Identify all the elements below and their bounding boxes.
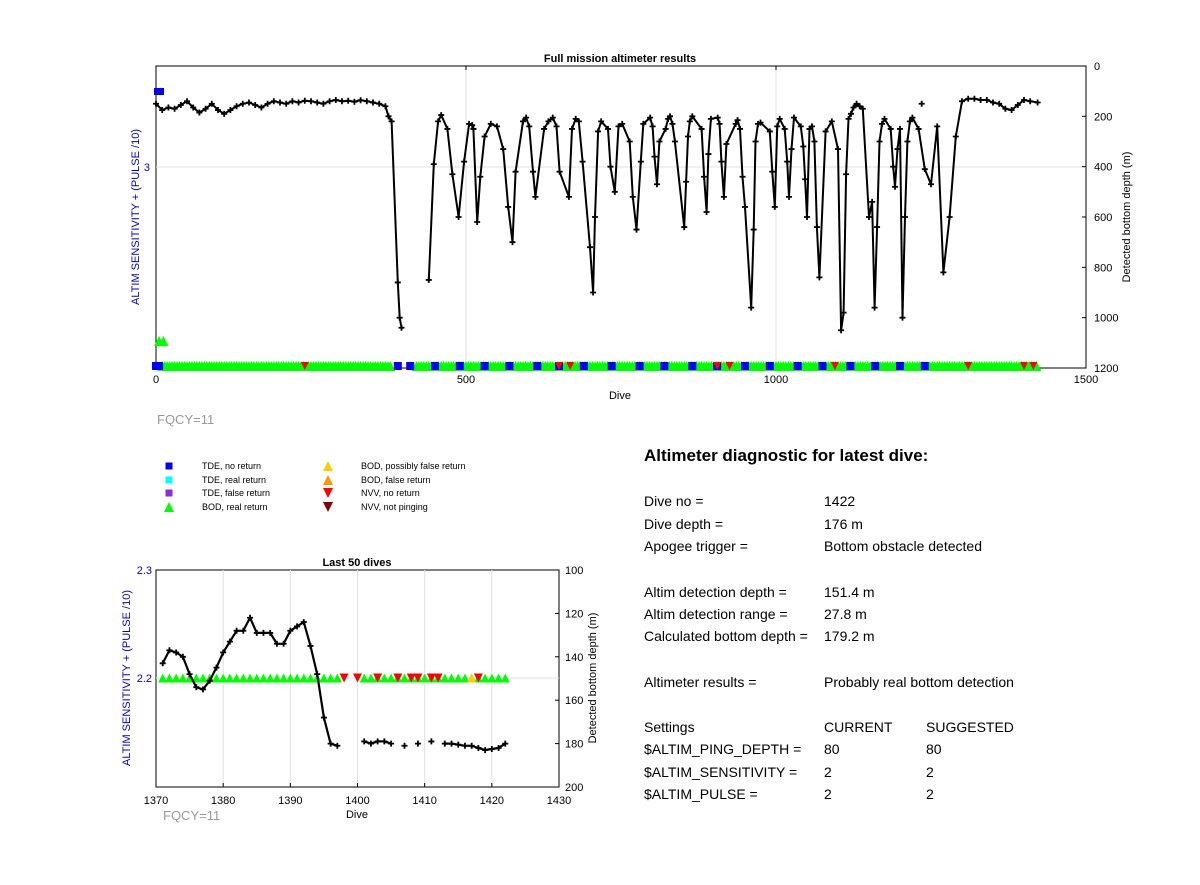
setting-current: 80 bbox=[824, 741, 840, 757]
tde-no-return-marker bbox=[921, 362, 929, 370]
results-value: Probably real bottom detection bbox=[824, 674, 1014, 690]
legend-label: BOD, possibly false return bbox=[361, 461, 466, 471]
y-left-tick-label: 3 bbox=[143, 162, 150, 174]
tde-no-return-marker bbox=[660, 362, 668, 370]
apogee-label: Apogee trigger = bbox=[644, 538, 748, 554]
setting-current: 2 bbox=[824, 786, 832, 802]
setting-name: $ALTIM_PULSE = bbox=[644, 786, 758, 802]
x-tick-label: 0 bbox=[152, 374, 160, 386]
setting-suggested: 2 bbox=[926, 764, 934, 780]
bottom-x-axis-label: Dive bbox=[345, 809, 369, 821]
tde-no-return-marker bbox=[155, 362, 163, 370]
y-right-tick-label: 140 bbox=[565, 651, 584, 664]
y-right-tick-label: 200 bbox=[1094, 111, 1113, 124]
y-right-tick-label: 0 bbox=[1094, 61, 1101, 73]
tde-no-return-marker bbox=[608, 362, 616, 370]
legend-marker bbox=[166, 477, 173, 484]
detect-range-label: Altim detection range = bbox=[644, 606, 788, 622]
full-mission-chart bbox=[130, 53, 1133, 427]
dive-depth-value: 176 m bbox=[824, 516, 863, 532]
current-header: CURRENT bbox=[824, 719, 893, 735]
tde-no-return-marker bbox=[766, 362, 774, 370]
setting-name: $ALTIM_SENSITIVITY = bbox=[644, 764, 798, 780]
suggested-header: SUGGESTED bbox=[926, 719, 1014, 735]
top-y-left-label: ALTIM SENSITIVITY + (PULSE /10) bbox=[130, 129, 142, 305]
legend-marker bbox=[166, 463, 173, 470]
y-right-tick-label: 1000 bbox=[1094, 312, 1119, 325]
apogee-value: Bottom obstacle detected bbox=[824, 538, 982, 554]
top-chart-title: Full mission altimeter results bbox=[543, 53, 697, 65]
detect-range-value: 27.8 m bbox=[824, 606, 867, 622]
detect-depth-value: 151.4 m bbox=[824, 584, 875, 600]
tde-no-return-marker bbox=[481, 362, 489, 370]
y-right-tick-label: 180 bbox=[565, 738, 584, 751]
legend-label: BOD, false return bbox=[361, 475, 431, 485]
y-left-tick-label: 2.2 bbox=[136, 673, 152, 685]
bottom-y-left-label: ALTIM SENSITIVITY + (PULSE /10) bbox=[121, 590, 133, 766]
dive-depth-label: Dive depth = bbox=[644, 516, 723, 532]
legend-label: TDE, false return bbox=[202, 488, 271, 498]
x-tick-label: 1000 bbox=[763, 374, 789, 386]
tde-no-return-marker bbox=[456, 362, 464, 370]
tde-no-return-marker bbox=[580, 362, 588, 370]
y-right-tick-label: 800 bbox=[1094, 262, 1113, 275]
tde-no-return-marker bbox=[846, 362, 854, 370]
calc-depth-value: 179.2 m bbox=[824, 628, 875, 644]
y-right-tick-label: 120 bbox=[565, 608, 584, 621]
tde-no-return-marker bbox=[819, 362, 827, 370]
bottom-chart-title: Last 50 dives bbox=[322, 557, 392, 569]
top-plot-area bbox=[156, 66, 1086, 368]
tde-no-return-marker bbox=[741, 362, 749, 370]
settings-label: Settings bbox=[644, 719, 695, 735]
tde-no-return-marker bbox=[636, 362, 644, 370]
results-label: Altimeter results = bbox=[644, 674, 757, 690]
calc-depth-label: Calculated bottom depth = bbox=[644, 628, 808, 644]
top-fqcy-annotation: FQCY=11 bbox=[157, 412, 215, 427]
tde-no-return-marker bbox=[505, 362, 513, 370]
legend-marker bbox=[323, 461, 333, 471]
x-tick-label: 1430 bbox=[546, 795, 572, 807]
tde-no-return-marker bbox=[154, 88, 164, 95]
legend bbox=[164, 461, 466, 512]
y-left-tick-label: 2.3 bbox=[136, 565, 152, 577]
legend-label: TDE, real return bbox=[202, 475, 267, 485]
diagnostic-title: Altimeter diagnostic for latest dive: bbox=[644, 446, 929, 465]
detect-depth-label: Altim detection depth = bbox=[644, 584, 787, 600]
tde-no-return-marker bbox=[431, 362, 439, 370]
last-50-dives-chart bbox=[121, 557, 599, 823]
top-y-right-label: Detected bottom depth (m) bbox=[1121, 151, 1133, 283]
dive-no-value: 1422 bbox=[824, 493, 856, 509]
legend-marker bbox=[164, 502, 174, 512]
legend-marker bbox=[166, 490, 173, 497]
x-tick-label: 500 bbox=[456, 374, 476, 386]
y-right-tick-label: 200 bbox=[565, 782, 584, 794]
tde-no-return-marker bbox=[688, 362, 696, 370]
x-tick-label: 1370 bbox=[143, 795, 169, 807]
x-tick-label: 1400 bbox=[345, 795, 370, 807]
tde-no-return-marker bbox=[896, 362, 904, 370]
tde-no-return-marker bbox=[533, 362, 541, 370]
y-right-tick-label: 100 bbox=[565, 565, 584, 577]
legend-marker bbox=[323, 502, 333, 512]
x-tick-label: 1410 bbox=[412, 795, 437, 807]
top-x-axis-label: Dive bbox=[608, 390, 632, 402]
setting-suggested: 2 bbox=[926, 786, 934, 802]
x-tick-label: 1500 bbox=[1073, 374, 1099, 386]
tde-no-return-marker bbox=[871, 362, 879, 370]
legend-marker bbox=[323, 488, 333, 498]
tde-no-return-marker bbox=[794, 362, 802, 370]
legend-marker bbox=[323, 475, 333, 485]
setting-suggested: 80 bbox=[926, 741, 942, 757]
legend-label: NVV, not pinging bbox=[361, 502, 428, 512]
bottom-y-right-label: Detected bottom depth (m) bbox=[587, 612, 599, 744]
x-tick-label: 1380 bbox=[210, 795, 236, 807]
y-right-tick-label: 400 bbox=[1094, 161, 1113, 174]
y-right-tick-label: 160 bbox=[565, 695, 584, 708]
legend-label: TDE, no return bbox=[202, 461, 262, 471]
legend-label: BOD, real return bbox=[202, 502, 268, 512]
tde-no-return-marker bbox=[394, 362, 402, 370]
x-tick-label: 1420 bbox=[479, 795, 505, 807]
bottom-fqcy-annotation: FQCY=11 bbox=[163, 808, 221, 823]
tde-no-return-marker bbox=[406, 362, 414, 370]
setting-current: 2 bbox=[824, 764, 832, 780]
setting-name: $ALTIM_PING_DEPTH = bbox=[644, 741, 802, 757]
x-tick-label: 1390 bbox=[278, 795, 303, 807]
y-right-tick-label: 1200 bbox=[1094, 363, 1119, 375]
y-right-tick-label: 600 bbox=[1094, 212, 1113, 224]
dive-no-label: Dive no = bbox=[644, 493, 704, 509]
legend-label: NVV, no return bbox=[361, 488, 420, 498]
